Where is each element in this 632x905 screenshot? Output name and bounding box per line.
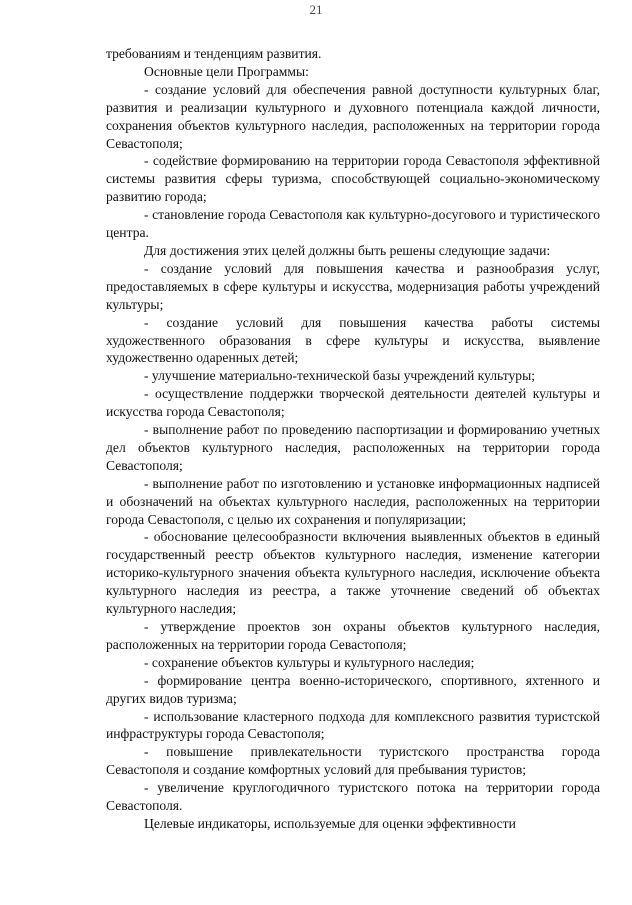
- goal-item: - содействие формированию на территории города Севастополя эффективной системы развития сферы туризма, способствующей социально-экономическому развитию города;: [106, 153, 600, 205]
- task-item: - улучшение материально-технической базы учреждений культуры;: [144, 368, 535, 384]
- task-item: - выполнение работ по изготовлению и установке информационных надписей и обозначений на объектах культурного наследия, расположенных на территории города Севастополя, с целью их сохранения и популяризации;: [106, 475, 600, 527]
- task-item: - выполнение работ по проведению паспортизации и формированию учетных дел объектов культурного наследия, расположенных на территории города Севастополя;: [106, 422, 600, 473]
- task-item: - обоснование целесообразности включения выявленных объектов в единый государственный реестр объектов культурного наследия, изменение категории историко-культурного значения объекта культурного наследия, исключение объекта культурного наследия из реестра, а также уточнение сведений об объектах культурного наследия;: [106, 529, 600, 617]
- task-item: - создание условий для повышения качества работы системы художественного образования в сфере культуры и искусства, выявление художественно одаренных детей;: [106, 314, 600, 366]
- task-item: - повышение привлекательности туристского пространства города Севастополя и создание комфортных условий для пребывания туристов;: [106, 744, 600, 778]
- task-item: - увеличение круглогодичного туристского потока на территории города Севастополя.: [106, 780, 600, 814]
- task-item: - осуществление поддержки творческой деятельности деятелей культуры и искусства города Севастополя;: [106, 386, 600, 420]
- page-number: 21: [309, 2, 323, 17]
- goal-item: - становление города Севастополя как культурно-досугового и туристического центра.: [106, 207, 600, 241]
- task-item: - использование кластерного подхода для комплексного развития туристской инфраструктуры города Севастополя;: [106, 708, 600, 742]
- paragraph-indicators: Целевые индикаторы, используемые для оценки эффективности: [144, 815, 516, 831]
- paragraph: требованиям и тенденциям развития.: [106, 46, 322, 61]
- task-item: - создание условий для повышения качества и разнообразия услуг, предоставляемых в сфере культуры и искусства, модернизация работы учреждений культуры;: [106, 260, 600, 312]
- task-item: - утверждение проектов зон охраны объектов культурного наследия, расположенных на территории города Севастополя;: [106, 619, 600, 652]
- task-item: - сохранение объектов культуры и культурного наследия;: [144, 654, 475, 670]
- document-body: [106, 45, 600, 833]
- paragraph-goals-heading: Основные цели Программы:: [144, 63, 309, 79]
- task-item: - формирование центра военно-исторического, спортивного, яхтенного и других видов туризма;: [106, 672, 600, 706]
- paragraph-tasks-heading: Для достижения этих целей должны быть решены следующие задачи:: [144, 242, 551, 258]
- goal-item: - создание условий для обеспечения равной доступности культурных благ, развития и реализации культурного и духовного потенциала каждой личности, сохранения объектов культурного наследия, расположенных на территории города Севастополя;: [106, 81, 600, 151]
